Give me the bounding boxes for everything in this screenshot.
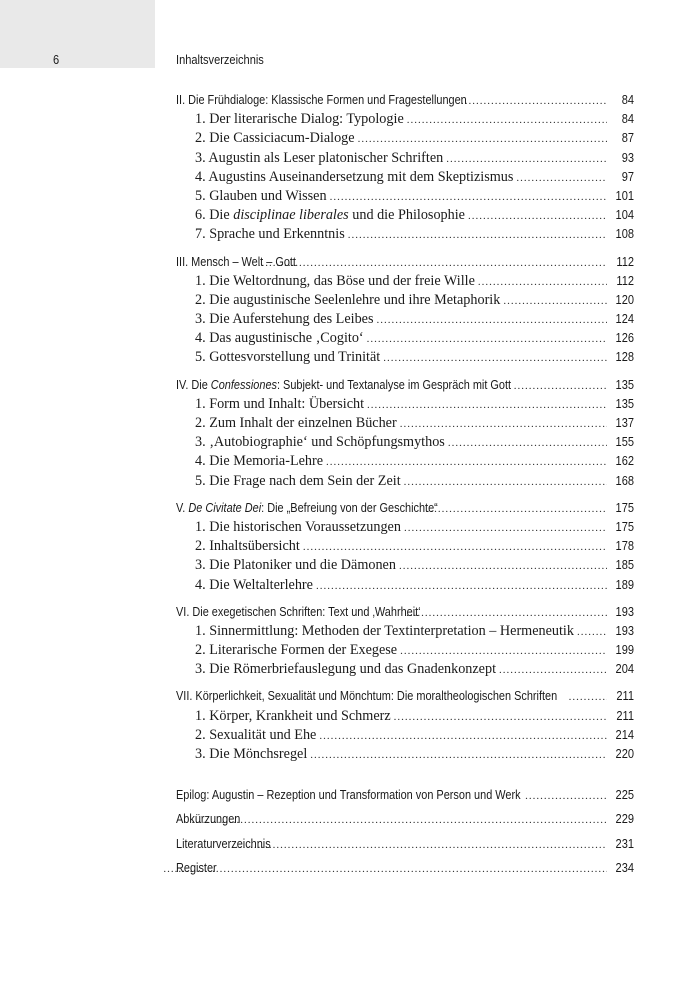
entry-title: 2. Die augustinische Seelenlehre und ihre Metaphorik <box>195 291 501 308</box>
entry-page-number: 104 <box>615 207 634 223</box>
entry-page-number: 87 <box>621 130 634 146</box>
entry-title: Epilog: Augustin – Rezeption und Transformation von Person und Werk <box>176 787 521 803</box>
entry-title: Literaturverzeichnis <box>176 835 271 851</box>
chapter-heading <box>176 500 634 519</box>
dot-leader <box>569 691 607 703</box>
entry-title: 4. Augustins Auseinandersetzung mit dem Skeptizismus <box>195 168 514 185</box>
dot-leader <box>406 607 607 619</box>
toc-entry <box>176 623 634 642</box>
dot-leader <box>367 399 607 411</box>
entry-page-number: 135 <box>615 376 634 392</box>
entry-title: 1. Form und Inhalt: Übersicht <box>195 395 365 412</box>
toc-entry <box>176 111 634 130</box>
entry-page-number: 231 <box>615 835 634 851</box>
dot-leader <box>404 476 607 488</box>
toc-entry <box>176 150 634 169</box>
entry-title: 7. Sprache und Erkenntnis <box>195 226 345 243</box>
dot-leader <box>348 229 607 241</box>
title-italic: disciplinae liberales <box>233 207 349 224</box>
entry-title: 3. Augustin als Leser platonischer Schriften <box>195 149 444 166</box>
entry-title: 2. Zum Inhalt der einzelnen Bücher <box>195 415 397 431</box>
entry-title: 1. Die Weltordnung, das Böse und der freie Wille <box>195 272 475 289</box>
entry-title: 1. Der literarische Dialog: Typologie <box>195 111 404 128</box>
running-title: Inhaltsverzeichnis <box>176 52 264 67</box>
entry-page-number: 124 <box>615 311 634 327</box>
toc-entry <box>176 130 634 149</box>
title-text: : Subjekt- und Textanalyse im Gespräch mit Gott <box>276 376 512 392</box>
toc-entry <box>176 330 634 349</box>
entry-title <box>176 377 511 392</box>
toc-entry <box>176 642 634 661</box>
toc-entry <box>176 169 634 188</box>
entry-page-number: 178 <box>615 538 634 554</box>
dot-leader <box>258 257 607 269</box>
entry-title <box>195 207 465 224</box>
dot-leader <box>516 172 607 184</box>
dot-leader <box>228 839 607 851</box>
dot-leader <box>407 114 607 126</box>
entry-page-number: 175 <box>615 499 634 515</box>
entry-title: 2. Literarische Formen der Exegese <box>195 642 398 659</box>
toc-entry <box>176 292 634 311</box>
entry-title: 4. Die Memoria-Lehre <box>195 453 324 470</box>
entry-title: 3. Die Römerbriefauslegung und das Gnadenkonzept <box>195 661 497 678</box>
page-corner-tab <box>0 0 155 68</box>
entry-title: 5. Die Frage nach dem Sein der Zeit <box>195 472 401 489</box>
dot-leader <box>404 522 607 534</box>
entry-page-number: 185 <box>615 557 634 573</box>
toc-entry <box>176 577 634 596</box>
dot-leader <box>446 153 607 165</box>
chapter-section <box>176 500 634 596</box>
entry-title: 1. Körper, Krankheit und Schmerz <box>195 707 391 724</box>
dot-leader <box>319 730 607 742</box>
dot-leader <box>367 333 607 345</box>
dot-leader <box>427 503 607 515</box>
dot-leader <box>400 418 607 430</box>
toc-entry <box>176 207 634 226</box>
back-matter-entry <box>176 836 634 855</box>
dot-leader <box>383 352 607 364</box>
chapter-section <box>176 688 634 765</box>
table-of-contents <box>176 92 634 884</box>
title-text: 6. Die <box>195 207 234 224</box>
back-matter-entry <box>176 787 634 806</box>
entry-page-number: 229 <box>615 811 634 827</box>
section-gap <box>176 773 634 787</box>
toc-entry <box>176 415 634 434</box>
entry-page-number: 168 <box>615 472 634 488</box>
entry-page-number: 162 <box>615 453 634 469</box>
page-number: 6 <box>53 52 60 67</box>
toc-entry <box>176 538 634 557</box>
entry-page-number: 101 <box>615 187 634 203</box>
dot-leader <box>461 95 607 107</box>
chapter-section <box>176 254 634 369</box>
dot-leader <box>163 863 607 875</box>
entry-page-number: 225 <box>615 787 634 803</box>
toc-entry <box>176 473 634 492</box>
dot-leader <box>499 664 607 676</box>
dot-leader <box>503 295 607 307</box>
entry-page-number: 193 <box>615 622 634 638</box>
entry-title: 3. Die Platoniker und die Dämonen <box>195 557 396 574</box>
back-matter-entry <box>176 860 634 879</box>
toc-entry <box>176 311 634 330</box>
title-text: und die Philosophie <box>348 207 465 224</box>
dot-leader <box>478 276 607 288</box>
entry-title <box>176 500 438 515</box>
dot-leader <box>326 456 607 468</box>
dot-leader <box>400 645 607 657</box>
entry-page-number: 126 <box>615 330 634 346</box>
dot-leader <box>394 711 607 723</box>
dot-leader <box>310 749 607 761</box>
toc-entry <box>176 226 634 245</box>
toc-entry <box>176 434 634 453</box>
title-italic: Confessiones <box>210 376 277 392</box>
chapter-heading <box>176 604 634 623</box>
toc-entry <box>176 273 634 292</box>
entry-title: III. Mensch – Welt – Gott <box>176 253 296 269</box>
entry-page-number: 135 <box>615 395 634 411</box>
entry-title: Abkürzungen <box>176 811 241 827</box>
entry-page-number: 84 <box>621 92 634 107</box>
toc-entry <box>176 453 634 472</box>
entry-title: 2. Inhaltsübersicht <box>195 538 300 555</box>
entry-title: 5. Gottesvorstellung und Trinität <box>195 349 381 366</box>
entry-title: 5. Glauben und Wissen <box>195 187 327 204</box>
entry-page-number: 193 <box>615 603 634 619</box>
dot-leader <box>330 191 607 203</box>
entry-page-number: 128 <box>615 349 634 365</box>
dot-leader <box>316 580 607 592</box>
entry-page-number: 189 <box>615 576 634 592</box>
entry-title: 1. Sinnermittlung: Methoden der Textinterpretation – Hermeneutik <box>195 622 574 639</box>
entry-title: 1. Die historischen Voraussetzungen <box>195 518 401 535</box>
entry-title: II. Die Frühdialoge: Klassische Formen und Fragestellungen <box>176 92 467 107</box>
dot-leader <box>525 790 607 802</box>
entry-page-number: 211 <box>616 707 634 723</box>
entry-page-number: 93 <box>621 149 634 165</box>
entry-page-number: 220 <box>615 746 634 761</box>
back-matter-entry <box>176 811 634 830</box>
chapter-heading <box>176 254 634 273</box>
toc-entry <box>176 396 634 415</box>
entry-title: 3. ‚Autobiographie‘ und Schöpfungsmythos <box>195 434 445 451</box>
dot-leader <box>577 626 607 638</box>
entry-page-number: 204 <box>615 661 634 677</box>
toc-entry <box>176 746 634 765</box>
dot-leader <box>514 380 607 392</box>
dot-leader <box>358 133 607 145</box>
dot-leader <box>399 560 607 572</box>
toc-entry <box>176 708 634 727</box>
chapter-section <box>176 92 634 246</box>
entry-page-number: 214 <box>615 726 634 742</box>
entry-title: 4. Die Weltalterlehre <box>195 576 313 593</box>
dot-leader <box>192 814 607 826</box>
entry-page-number: 97 <box>621 168 634 184</box>
chapter-heading <box>176 377 634 396</box>
entry-page-number: 137 <box>615 415 634 430</box>
entry-page-number: 112 <box>616 272 634 288</box>
dot-leader <box>468 210 607 222</box>
chapter-heading <box>176 92 634 111</box>
chapter-heading <box>176 688 634 707</box>
entry-title: 4. Das augustinische ‚Cogito‘ <box>195 330 364 347</box>
entry-page-number: 108 <box>615 226 634 242</box>
entry-page-number: 211 <box>616 688 634 704</box>
entry-title: 3. Die Mönchsregel <box>195 746 308 762</box>
entry-page-number: 199 <box>615 642 634 658</box>
toc-entry <box>176 519 634 538</box>
entry-title: 2. Die Cassiciacum-Dialoge <box>195 130 355 147</box>
title-italic: De Civitate Dei <box>188 499 262 515</box>
title-text: : Die „Befreiung von der Geschichte“ <box>261 499 438 515</box>
entry-title: 2. Sexualität und Ehe <box>195 726 317 743</box>
dot-leader <box>448 437 607 449</box>
title-text: IV. Die <box>176 376 211 392</box>
entry-page-number: 155 <box>615 434 634 450</box>
toc-entry <box>176 349 634 368</box>
entry-title: VII. Körperlichkeit, Sexualität und Mönchtum: Die moraltheologischen Schriften <box>176 688 558 704</box>
entry-title: Register <box>176 859 217 875</box>
entry-title: 3. Die Auferstehung des Leibes <box>195 311 374 328</box>
entry-title: VI. Die exegetischen Schriften: Text und ‚Wahrheit‘ <box>176 603 421 619</box>
toc-entry <box>176 661 634 680</box>
toc-entry <box>176 727 634 746</box>
dot-leader <box>303 541 607 553</box>
chapter-section <box>176 604 634 681</box>
entry-page-number: 112 <box>616 253 634 269</box>
toc-entry <box>176 188 634 207</box>
entry-page-number: 175 <box>615 518 634 534</box>
entry-page-number: 84 <box>621 111 634 127</box>
chapter-section <box>176 377 634 492</box>
dot-leader <box>376 314 607 326</box>
entry-page-number: 234 <box>615 859 634 875</box>
toc-entry <box>176 557 634 576</box>
title-text: V. <box>176 499 189 515</box>
entry-page-number: 120 <box>615 291 634 307</box>
back-matter <box>176 787 634 879</box>
